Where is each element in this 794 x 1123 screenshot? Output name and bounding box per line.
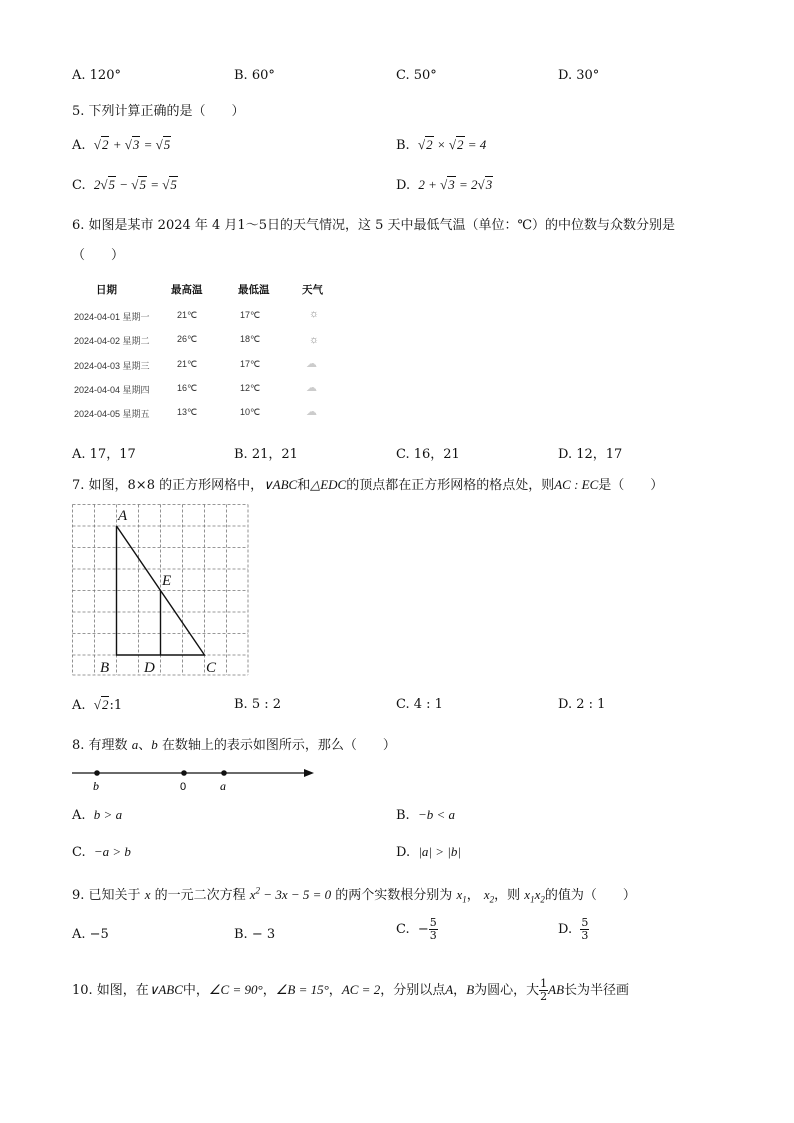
q5-stem: 5. 下列计算正确的是（ ）: [72, 104, 245, 119]
q6-stem-line2: （ ）: [72, 248, 125, 263]
table-row-date: 2024-04-04 星期四: [74, 385, 150, 395]
number-line: [70, 762, 320, 794]
q8-option-c: C. −a > b: [72, 844, 131, 860]
q10-stem: 10. 如图，在∨ABC中，∠C = 90°，∠B = 15°，AC = 2，分别以点A，B为圆心，大 $\frac{1}{2}$ AB长为半径画: [72, 977, 630, 1003]
point-label-b: B: [100, 660, 110, 676]
q7-option-a: A. √2:1: [72, 697, 123, 713]
q6-option-c: C. 16，21: [396, 447, 460, 462]
q5-option-d: D. 2 + √3 = 2√3: [396, 177, 493, 193]
table-row-date: 2024-04-02 星期二: [74, 336, 150, 346]
q6-option-b: B. 21，21: [234, 447, 298, 462]
q9-option-a: A. −5: [72, 927, 109, 942]
q7-option-b: B. 5 : 2: [234, 697, 282, 712]
table-row-low: 17℃: [240, 359, 261, 369]
sunny-icon: ☼: [309, 308, 320, 320]
point-label-a: A: [118, 508, 128, 524]
q5-option-b: B. √2 × √2 = 4: [396, 137, 487, 153]
q7-stem: 7. 如图，8×8 的正方形网格中，∨ABC和△EDC的顶点都在正方形网格的格点处，则AC : EC是（ ）: [72, 477, 664, 493]
axis-label-a: a: [220, 779, 226, 793]
table-row-high: 21℃: [177, 310, 198, 320]
q6-stem-line1: 6. 如图是某市 2024 年 4 月1～5日的天气情况，这 5 天中最低气温（单位：℃）的中位数与众数分别是: [72, 218, 676, 233]
axis-label-b: b: [93, 779, 99, 793]
q4-option-a: A. 120°: [72, 68, 121, 83]
q9-option-d: D. $\frac{5}{3}$: [558, 916, 589, 942]
table-row-low: 17℃: [240, 310, 261, 320]
table-header-high: 最高温: [171, 284, 203, 296]
q4-option-b: B. 60°: [234, 68, 275, 83]
cloudy-icon: ☁: [306, 382, 317, 394]
q5-option-c: C. 2√5 − √5 = √5: [72, 177, 177, 193]
table-header-low: 最低温: [238, 284, 270, 296]
axis-label-zero: 0: [180, 781, 187, 793]
table-row-date: 2024-04-01 星期一: [74, 312, 150, 322]
table-row-low: 12℃: [240, 383, 261, 393]
q6-option-d: D. 12，17: [558, 447, 623, 462]
q8-option-d: D. |a| > |b|: [396, 844, 461, 860]
table-header-weather: 天气: [302, 284, 323, 296]
point-label-e: E: [162, 573, 172, 589]
q8-option-b: B. −b < a: [396, 807, 455, 823]
table-header-date: 日期: [96, 284, 117, 296]
q7-grid-figure: [72, 504, 250, 676]
table-row-date: 2024-04-05 星期五: [74, 409, 150, 419]
point-label-c: C: [206, 660, 217, 676]
q7-option-c: C. 4 : 1: [396, 697, 443, 712]
table-row-date: 2024-04-03 星期三: [74, 361, 150, 371]
q6-option-a: A. 17，17: [72, 447, 136, 462]
cloudy-icon: ☁: [306, 358, 317, 370]
q5-option-a: A. √2 + √3 = √5: [72, 137, 171, 153]
q7-option-d: D. 2 : 1: [558, 697, 606, 712]
q4-option-d: D. 30°: [558, 68, 600, 83]
table-row-low: 10℃: [240, 407, 261, 417]
q9-stem: 9. 已知关于 x 的一元二次方程 $x^2 - 3x - 5 = 0$ 的两个实数根分别为 $x_1$， $x_2$，则 $x_1x_2$的值为（ ）: [72, 885, 636, 905]
table-row-high: 26℃: [177, 334, 198, 344]
q9-option-c: C. − $\frac{5}{3}$: [396, 916, 437, 942]
sunny-icon: ☼: [309, 334, 320, 346]
table-row-high: 16℃: [177, 383, 198, 393]
q4-option-c: C. 50°: [396, 68, 437, 83]
table-row-high: 13℃: [177, 407, 198, 417]
table-row-low: 18℃: [240, 334, 261, 344]
q8-option-a: A. b > a: [72, 807, 123, 823]
cloudy-icon: ☁: [306, 406, 317, 418]
table-row-high: 21℃: [177, 359, 198, 369]
q8-stem: 8. 有理数 a、b 在数轴上的表示如图所示，那么（ ）: [72, 737, 396, 753]
point-label-d: D: [144, 660, 155, 676]
q9-option-b: B. − 3: [234, 927, 276, 942]
